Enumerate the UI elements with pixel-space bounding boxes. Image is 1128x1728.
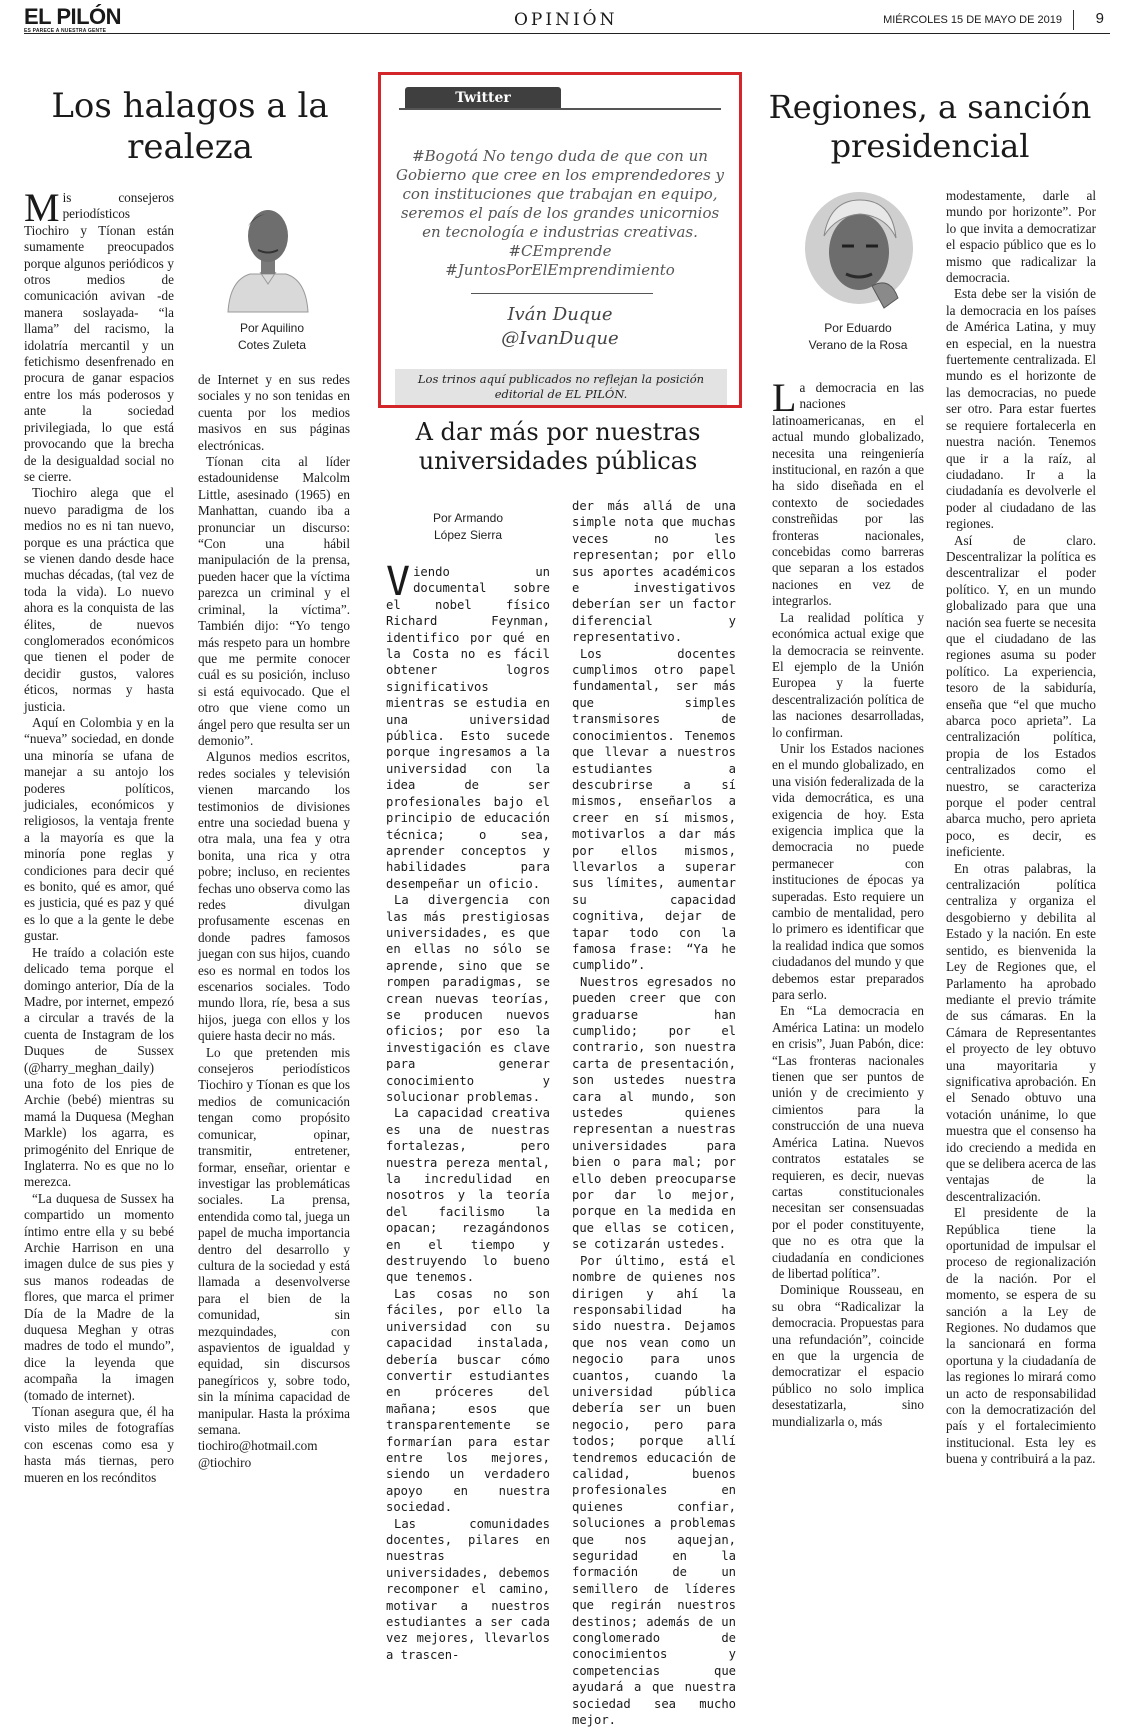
author-photo	[226, 200, 310, 312]
tweet-text: #Bogotá No tengo duda de que con un Gobierno que cree en los emprendedores y con instituciones que trabajan en equipo, seremos el país de los grandes unicornios en tecnología e industrias creativas. #CEmprende #JuntosPorElEmprendimiento	[395, 147, 725, 279]
tweet-author-handle: @IvanDuque	[501, 328, 619, 349]
twitter-tab: Twitter	[405, 87, 561, 109]
newspaper-logo: EL PILÓN	[24, 4, 122, 29]
left-article-column-1: M is consejeros periodísticos Tiochiro y Tíonan están sumamente preocupados porque algunos periódicos y otros medios de comunicación avivan -de manera soslayada- “la llama” del racismo, la idolatría mercantil y un fetichismo desenfrenado en procura de ganar espacios entre los más poderosos y ante la sociedad privilegiada, lo que está provocando que la brecha de la desigualdad social no se cierre. Tiochiro alega que el nuevo paradigma de los medios no es ni tan nuevo, porque es una práctica que se vienen dando desde hace muchas décadas, (tal vez de toda la vida). Lo nuevo ahora es la conquista de las élites, de nuevos conglomerados económicos que tienen el poder de decidir gustos, valores éticos, normas y hasta justicia. Aquí en Colombia y en la “nueva” sociedad, en donde una minoría se ufana de manejar a su antojo los poderes políticos, judiciales, económicos y religiosos, la ventaja frente a la mayoría es que la minoría pone reglas y condiciones para decir qué es bonito, qué es amor, qué es justicia, qué es paz y qué es lo que a la gente le debe gustar. He traído a colación este delicado tema porque el domingo anterior, Día de la Madre, por internet, empezó a circular a través de la cuenta de Instagram de los Duques de Sussex (@harry_meghan_daily) una foto de los pies de Archie (bebé) mientras su mamá la Duquesa (Meghan Markle) los agarra, es primogénito del Enrique de Inglaterra. No es que no lo merezca. “La duquesa de Sussex ha compartido un momento íntimo entre ella y su bebé Archie Harrison en una imagen dulce de sus pies y sus manos rodeadas de flores, que marca el primer Día de la Madre de la duquesa Meghan y otras madres de todo el mundo”, dice la leyenda que acompaña la imagen (tomado de internet). Tíonan asegura que, él ha visto miles de fotografías con escenas como esa y hasta más tiernas, pero mueren en los recónditos	[24, 185, 174, 1485]
right-article-title: Regiones, a sanción presidencial	[768, 88, 1092, 166]
tweet-divider	[471, 293, 653, 294]
mid-article-column-2: der más allá de una simple nota que muchas veces no les representan; por ello sus aportes académicos e investigativos deberían ser un factor diferencial y representativo. Los docentes cumplimos otro papel fundamental, ser más que simples transmisores de conocimientos. Tenemos que llevar a nuestros estudiantes a descubrirse a sí mismos, enseñarlos a creer en sí mismos, motivarlos a dar más por ellos mismos, llevarlos a superar sus límites, aumentar su capacidad cognitiva, dejar de tapar todo con la famosa frase: “Ya he cumplido”. Nuestros egresados no pueden creer que con graduarse han cumplido; por el contrario, son nuestra carta de presentación, son ustedes nuestra cara al mundo, son ustedes quienes representan a nuestras universidades para bien o para mal; por ello deben preocuparse por dar lo mejor, porque en la medida en que ellas se coticen, se cotizarán ustedes. Por último, está el nombre de quienes nos dirigen y ahí la responsabilidad ha sido nuestra. Dejamos que nos vean como un negocio para unos cuantos, cuando la universidad pública debería ser un buen negocio, pero para todos; porque allí tendremos educación de calidad, buenos profesionales en quienes confiar, soluciones a problemas que nos aquejan, seguridad en la formación de un semillero de líderes que regirán nuestros destinos; además de un conglomerado de conocimientos y competencias que ayudará a que nuestra sociedad sea mucho mejor.	[572, 499, 736, 1728]
left-article-column-2: de Internet y en sus redes sociales y no son tenidas en cuenta por los medios masivos en sus páginas electrónicas. Tíonan cita al líder estadounidense Malcolm Little, asesinado (1965) en Manhattan, cuando iba a pronunciar un discurso: “Con una hábil manipulación de la prensa, pueden hacer que la víctima parezca un criminal y el criminal, la víctima”. También dijo: “Yo tengo más respeto para un hombre que me permite conocer cuál es su posición, incluso si está equivocado. Que el otro que viene como un ángel pero que resulta ser un demonio”. Algunos medios escritos, redes sociales y televisión vienen marcando los testimonios de divisiones entre una sociedad buena y otra mala, una fea y otra bonita, una rica y otra pobre; incluso, en recientes fechas uno observa como las redes divulgan profusamente escenas en donde padres famosos juegan con sus hijos, cuando eso es normal en todos los escenarios sociales. Todo mundo llora, ríe, besa a sus hijos, juega con ellos y los quiere hasta decir no más. Lo que pretenden mis consejeros periodísticos Tiochiro y Tíonan es que los medios de comunicación tengan como propósito comunicar, opinar, transmitir, entretener, formar, enseñar, orientar e investigar las problemáticas sociales. La prensa, entendida como tal, juega un papel de mucha importancia dentro del desarrollo y cultura de la sociedad y está llamada a desenvolverse para el bien de la comunidad, sin mezquindades, con aspavientos de igualdad y equidad, sin discursos panegíricos y, sobre todo, sin la mínima capacidad de manipular. Hasta la próxima semana. tiochiro@hotmail.com @tiochiro	[198, 372, 350, 1470]
mid-article-column-1: V iendo un documental sobre el nobel físico Richard Feynman, identifico por qué en la Costa no es fácil obtener logros significativos mientras se estudia en una universidad pública. Esto sucede porque ingresamos a la universidad con la idea de ser profesionales bajo el principio de educación técnica; o sea, aprender conceptos y habilidades para desempeñar un oficio. La divergencia con las más prestigiosas universidades, es que en ellas no sólo se aprende, sino que se rompen paradigmas, se crean nuevas teorías, se producen nuevos oficios; por eso la investigación es clave para generar conocimiento y solucionar problemas. La capacidad creativa es una de nuestras fortalezas, pero nuestra pereza mental, la incredulidad en nosotros y la teoría del facilismo la opacan; rezagándonos en el tiempo y destruyendo lo bueno que tenemos. Las cosas no son fáciles, por ello la universidad con su capacidad instalada, debería buscar cómo convertir estudiantes en próceres del mañana; esos que transparentemente se formarían para estar entre los mejores, siendo un verdadero apoyo en nuestra sociedad. Las comunidades docentes, pilares en nuestras universidades, debemos recomponer el camino, motivar a nuestros estudiantes a ser cada vez mejores, llevarlos a trascen-	[386, 559, 550, 1662]
section-title: OPINIÓN	[514, 10, 618, 30]
twitter-tab-line	[399, 108, 721, 110]
issue-date: MIÉRCOLES 15 DE MAYO DE 2019	[883, 14, 1062, 26]
author-photo	[800, 190, 918, 314]
drop-cap: V	[386, 559, 411, 605]
masthead	[24, 6, 1110, 34]
tweet-author-name: Iván Duque	[507, 304, 613, 325]
left-article-title: Los halagos a la realeza	[51, 86, 329, 168]
drop-cap: M	[24, 185, 60, 230]
mid-article-title: A dar más por nuestras universidades públicas	[415, 418, 701, 476]
left-byline: Por Aquilino Cotes Zuleta	[237, 321, 307, 352]
tweet-disclaimer: Los trinos aquí publicados no reflejan la posición editorial de EL PILÓN.	[395, 369, 727, 405]
page-divider	[1073, 10, 1074, 30]
right-byline: Por Eduardo Verano de la Rosa	[808, 321, 908, 352]
right-article-column-2: modestamente, darle al mundo por horizonte”. Por lo que invita a democratizar el espacio público que es lo mismo que radicalizar la democracia. Esta debe ser la visión de la democracia en los países de América Latina, y muy en especial, en la nuestra fuertemente centralizada. El mundo es el horizonte de las democracias, no puede ser otro. Para estar fuertes se requiere fortalecerla en nuestra nación. Tenemos que ir a la raíz, al ciudadano. Ir a la ciudadanía es devolverle el poder al ciudadano de las regiones. Así de claro. Descentralizar la política es descentralizar el poder político. Y, en un mundo globalizado para que una nación sea fuerte se necesita que el ciudadano de las regiones asuma su poder político. La experiencia, tesoro de la sabiduría, enseña que “el que mucho abarca poco aprieta”. La centralización política, propia de los Estados centralizados como el nuestro, se caracteriza porque el poder central abarca mucho, pero aprieta poco, es decir, es ineficiente. En otras palabras, la centralización política centraliza y organiza el desgobierno y debilita al Estado y la nación. En este sentido, es bienvenida la Ley de Regiones que, el Parlamento ha aprobado mediante el previo trámite de sus cámaras. En la Cámara de Representantes el proyecto de ley obtuvo una mayoritaria y significativa aprobación. En el Senado obtuvo una votación unánime, lo que muestra que el consenso ha ido creciendo a medida en que se delibera acerca de las ventajas de la descentralización. El presidente de la República tiene la oportunidad de impulsar el proceso de regionalización de la nación. Por el momento, se espera de su sanción a la Ley de Regiones. No dudamos que la sancionará en forma oportuna y la ciudadanía de las regiones lo mirará como un acto de responsabilidad con la democratización del país y el fortalecimiento institucional. Esta ley es buena y contribuirá a la paz.	[946, 188, 1096, 1467]
tweet-author	[395, 303, 725, 351]
mid-byline: Por Armando López Sierra	[432, 511, 504, 542]
logo-tagline: ES PARECE A NUESTRA GENTE	[24, 28, 107, 34]
drop-cap: L	[772, 375, 797, 420]
page-number: 9	[1095, 10, 1104, 27]
right-article-column-1: L a democracia en las naciones latinoamericanas, en el actual mundo globalizado, necesita una reingeniería institucional, en razón a que ha sido diseñada en el contexto de sociedades constreñidas por las fronteras nacionales, concebidas como barreras que separan a los estados naciones en vez de integrarlos. La realidad política y económica actual exige que la democracia se reinvente. El ejemplo de la Unión Europea y la fuerte descentralización política de las naciones desarrolladas, lo confirman. Unir los Estados naciones en el mundo globalizado, en una visión federalizada de la vida democrática, es una exigencia de hoy. Esta exigencia implica que la democracia no puede permanecer con instituciones de épocas ya superadas. Esto requiere un cambio de mentalidad, pero lo primero es identificar que la realidad indica que somos ciudadanos del mundo y que debemos estar preparados para serlo. En “La democracia en América Latina: un modelo en crisis”, Juan Pabón, dice: “Las fronteras nacionales tienen que ser puntos de unión y de crecimiento y cimientos para la construcción de una nueva América Latina. Nuevos contratos estatales se requieren, es decir, nuevas cartas constitucionales necesitan ser consensuadas por el poder constituyente, que no es otra que la ciudadanía en condiciones de libertad política”. Dominique Rousseau, en su obra “Radicalizar la democracia. Propuestas para una refundación”, coincide en que la urgencia de democratizar el espacio público no solo implica desestatizarla, sino mundializarla o, más	[772, 375, 924, 1429]
twitter-box	[378, 72, 742, 408]
